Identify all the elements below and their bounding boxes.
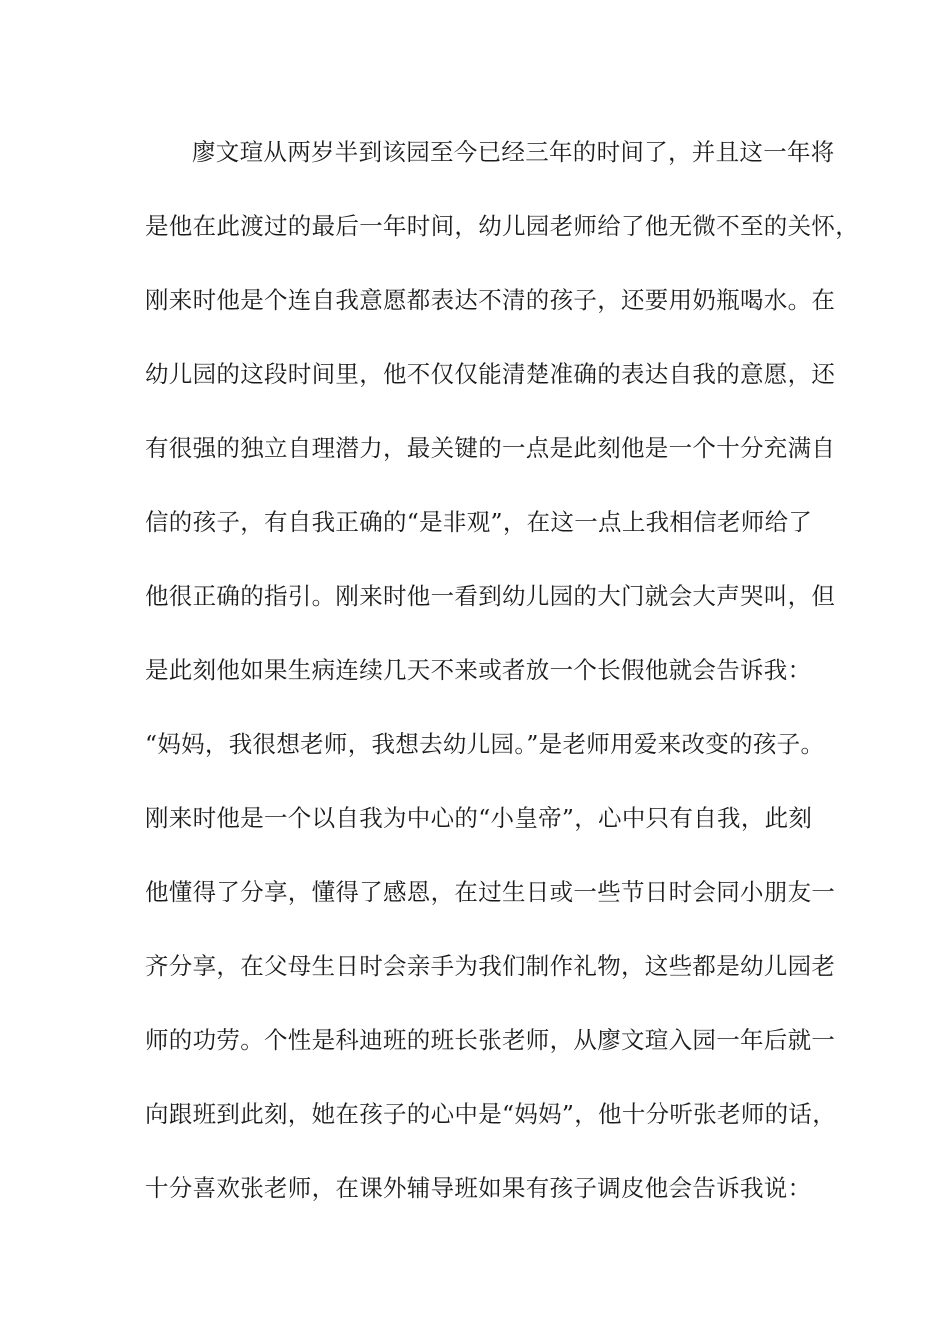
paragraph-line: 是此刻他如果生病连续几天不来或者放一个长假他就会告诉我： [145,656,812,684]
paragraph-line: 刚来时他是个连自我意愿都表达不清的孩子，还要用奶瓶喝水。在 [145,286,836,314]
body-paragraph [145,130,859,1240]
paragraph-line: 有很强的独立自理潜力，最关键的一点是此刻他是一个十分充满自 [145,434,836,462]
paragraph-line: 他懂得了分享，懂得了感恩，在过生日或一些节日时会同小朋友一 [145,878,836,906]
paragraph-line: 是他在此渡过的最后一年时间，幼儿园老师给了他无微不至的关怀， [145,212,859,240]
paragraph-line: 信的孩子，有自我正确的“是非观”，在这一点上我相信老师给了 [145,508,813,536]
paragraph-line: “妈妈，我很想老师，我想去幼儿园。”是老师用爱来改变的孩子。 [145,730,825,758]
paragraph-line: 他很正确的指引。刚来时他一看到幼儿园的大门就会大声哭叫，但 [145,582,836,610]
paragraph-line: 廖文瑄从两岁半到该园至今已经三年的时间了，并且这一年将 [192,138,835,166]
paragraph-line: 向跟班到此刻，她在孩子的心中是“妈妈”，他十分听张老师的话， [145,1100,837,1128]
paragraph-line: 师的功劳。个性是科迪班的班长张老师，从廖文瑄入园一年后就一 [145,1026,836,1054]
paragraph-line: 幼儿园的这段时间里，他不仅仅能清楚准确的表达自我的意愿，还 [145,360,836,388]
paragraph-line: 十分喜欢张老师，在课外辅导班如果有孩子调皮他会告诉我说： [145,1174,812,1202]
paragraph-line: 齐分享，在父母生日时会亲手为我们制作礼物，这些都是幼儿园老 [145,952,836,980]
paragraph-line: 刚来时他是一个以自我为中心的“小皇帝”，心中只有自我，此刻 [145,804,813,832]
